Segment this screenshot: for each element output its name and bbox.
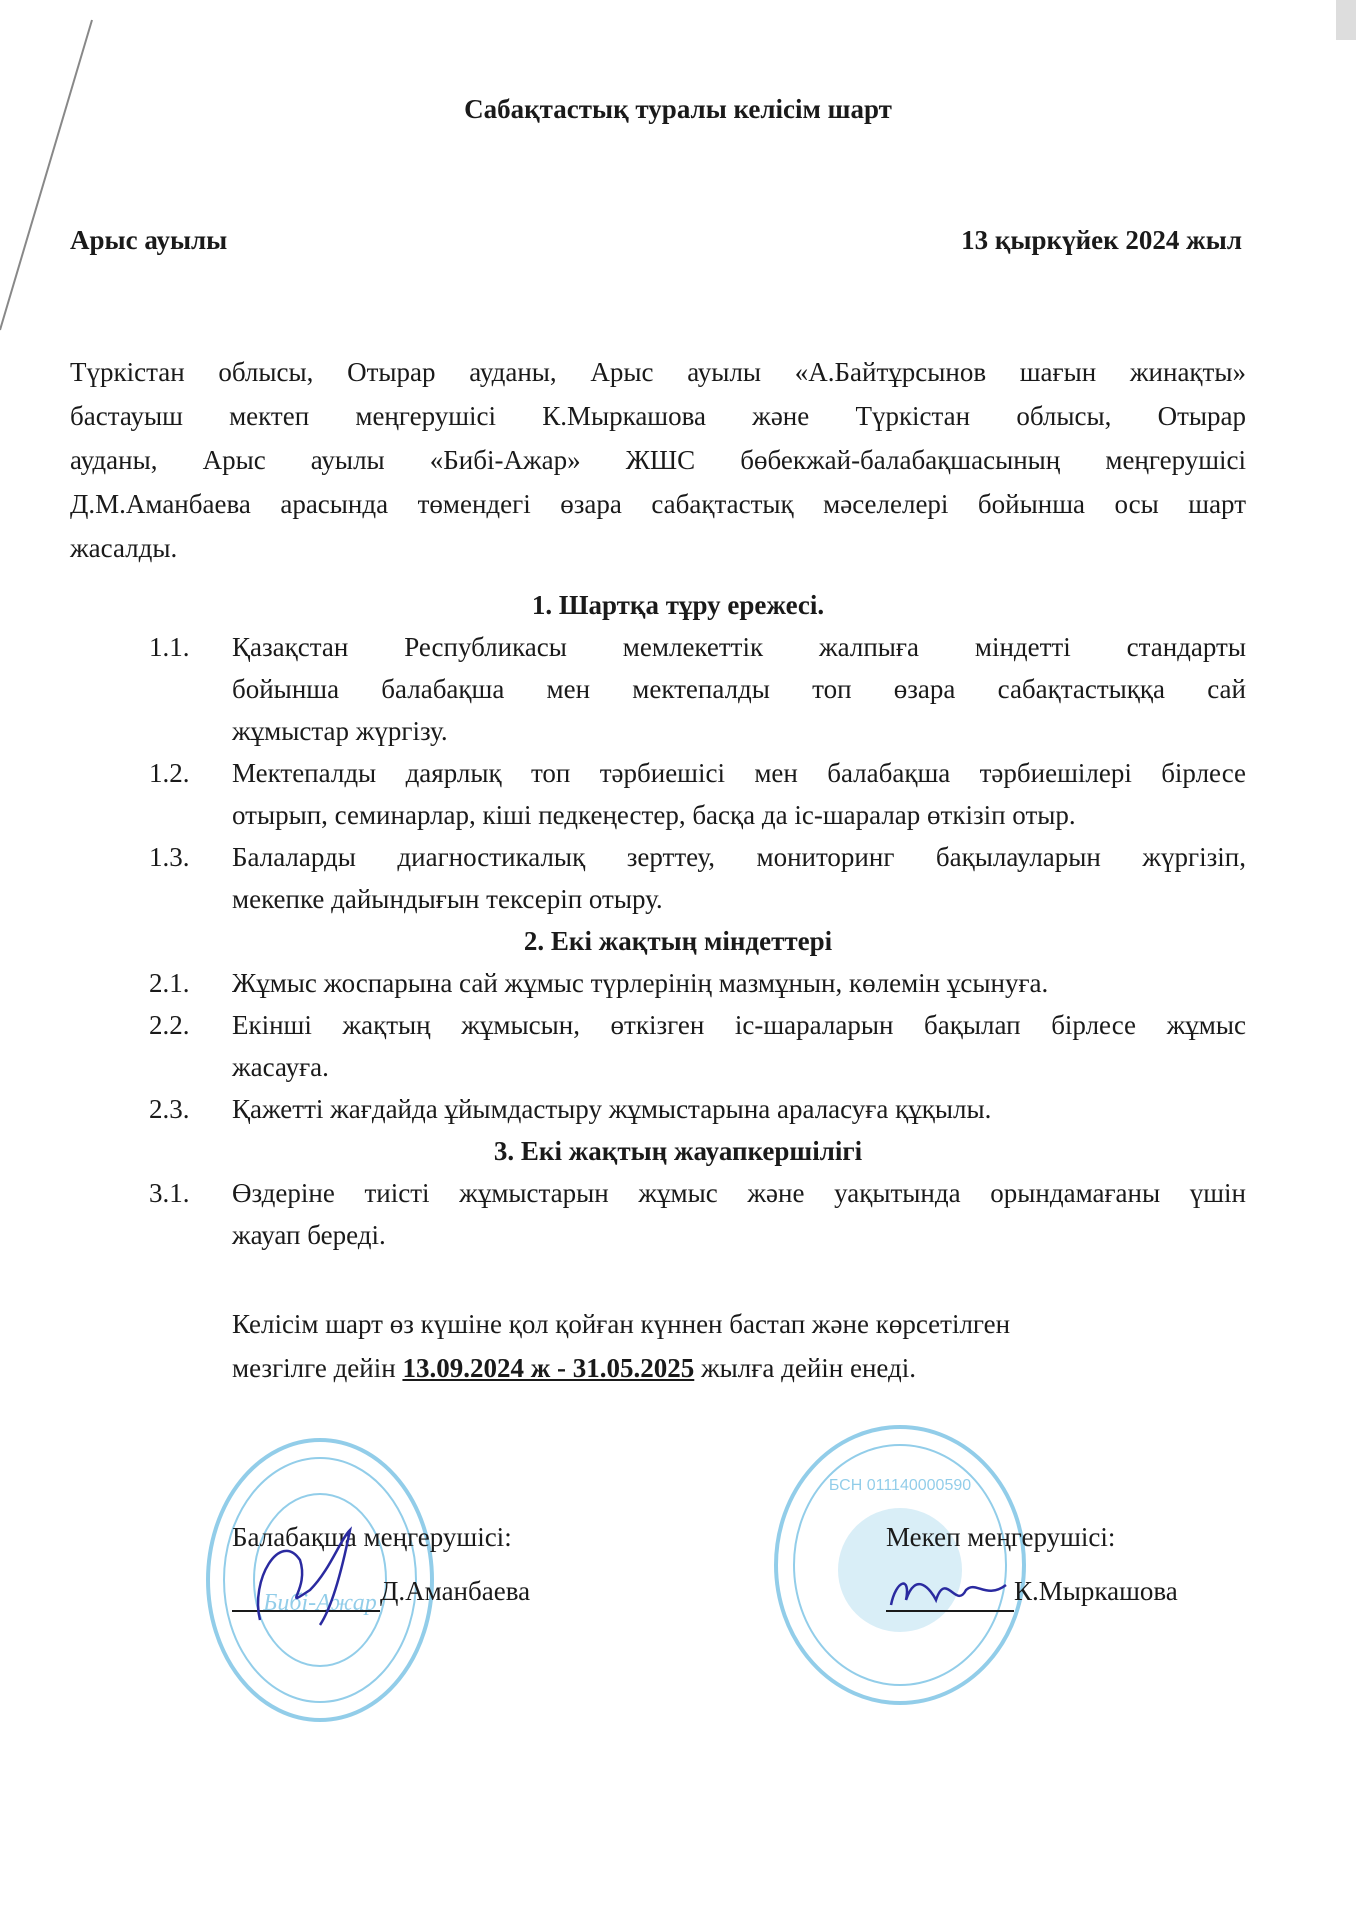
validity-line-2 (232, 1346, 1010, 1390)
clause-number: 2.2. (149, 1010, 190, 1040)
kindergarten-head-name: Д.Аманбаева (380, 1576, 531, 1606)
validity-paragraph (232, 1302, 1010, 1390)
clause-line: Өздеріне тиісті жұмыстарын жұмыс және уақытында орындамағаны үшін (232, 1178, 1246, 1208)
clause-item (149, 836, 1246, 920)
intro-line: Д.М.Аманбаева арасында төмендегі өзара сабақтастық мәселелері бойынша осы шарт (70, 489, 1246, 519)
clause-number: 1.2. (149, 758, 190, 788)
clause-number: 2.3. (149, 1094, 190, 1124)
clause-item (149, 1004, 1246, 1088)
svg-text:БСН 011140000590: БСН 011140000590 (828, 1477, 972, 1494)
validity-line-1: Келісім шарт өз күшіне қол қойған күннен бастап және көрсетілген (232, 1309, 1011, 1339)
intro-line: жасалды. (70, 533, 178, 563)
clause-line: бойынша балабақша мен мектепалды топ өзара сабақтастыққа сай (232, 674, 1246, 704)
section-heading: 1. Шартқа тұру ережесі. (531, 590, 825, 620)
kindergarten-signature (240, 1520, 380, 1630)
clause-number: 1.1. (149, 632, 190, 662)
clause-number: 1.3. (149, 842, 190, 872)
clause-number: 2.1. (149, 968, 190, 998)
clause-line: отырып, семинарлар, кіші педкеңестер, басқа да іс-шаралар өткізіп отыр. (232, 800, 1076, 830)
clause-text (232, 752, 1246, 836)
clause-line: Мектепалды даярлық топ тәрбиешісі мен балабақша тәрбиешілері бірлесе (232, 758, 1246, 788)
clause-text (232, 1172, 1246, 1256)
kindergarten-head-role: Балабақша меңгерушісі: (232, 1522, 512, 1552)
clause-text (232, 626, 1246, 752)
clause-text (232, 836, 1246, 920)
intro-line: ауданы, Арыс ауылы «Бибі-Ажар» ЖШС бөбекжай-балабақшасының меңгерушісі (70, 445, 1246, 475)
corner-shadow (1336, 0, 1356, 40)
place-label: Арыс ауылы (70, 225, 228, 255)
clause-line: Жұмыс жоспарына сай жұмыс түрлерінің мазмұнын, көлемін ұсынуға. (232, 968, 1049, 998)
clause-text (232, 1004, 1246, 1088)
clause-text (232, 962, 1246, 1004)
clause-item (149, 1088, 1246, 1130)
document-title: Сабақтастық туралы келісім шарт (464, 94, 892, 124)
clause-line: мекепке дайындығын тексеріп отыру. (232, 884, 663, 914)
clause-item (149, 1172, 1246, 1256)
svg-text:Бибі-Ажар: Бибі-Ажар (263, 1590, 377, 1616)
clause-line: жасауға. (232, 1052, 329, 1082)
validity-text-end: жылға дейін енеді. (694, 1353, 917, 1383)
clause-item (149, 626, 1246, 752)
clause-line: Қажетті жағдайда ұйымдастыру жұмыстарына араласуға құқылы. (232, 1094, 992, 1124)
clause-line: Екінші жақтың жұмысын, өткізген іс-шараларын бақылап бірлесе жұмыс (232, 1010, 1246, 1040)
school-head-role: Мекеп меңгерушісі: (886, 1522, 1116, 1552)
clause-item (149, 752, 1246, 836)
clause-line: Қазақстан Республикасы мемлекеттік жалпыға міндетті стандарты (232, 632, 1246, 662)
validity-period: 13.09.2024 ж - 31.05.2025 (402, 1353, 695, 1383)
clause-line: Балаларды диагностикалық зерттеу, мониторинг бақылауларын жүргізіп, (232, 842, 1246, 872)
clause-number: 3.1. (149, 1178, 190, 1208)
page-edge-line (0, 20, 92, 330)
intro-line: Түркістан облысы, Отырар ауданы, Арыс ауылы «А.Байтұрсынов шағын жинақты» (70, 357, 1246, 387)
validity-text: мезгілге дейін (232, 1353, 403, 1383)
clause-line: жауап береді. (232, 1220, 386, 1250)
section-heading: 3. Екі жақтың жауапкершілігі (493, 1136, 863, 1166)
date-label: 13 қыркүйек 2024 жыл (961, 225, 1242, 255)
school-head-name: К.Мыркашова (1014, 1576, 1178, 1606)
clause-line: жұмыстар жүргізу. (232, 716, 448, 746)
clause-item (149, 962, 1246, 1004)
clause-text (232, 1088, 1246, 1130)
school-signature (886, 1560, 1016, 1620)
section-heading: 2. Екі жақтың міндеттері (523, 926, 833, 956)
intro-paragraph (70, 350, 1246, 570)
intro-line: бастауыш мектеп меңгерушісі К.Мыркашова және Түркістан облысы, Отырар (70, 401, 1246, 431)
